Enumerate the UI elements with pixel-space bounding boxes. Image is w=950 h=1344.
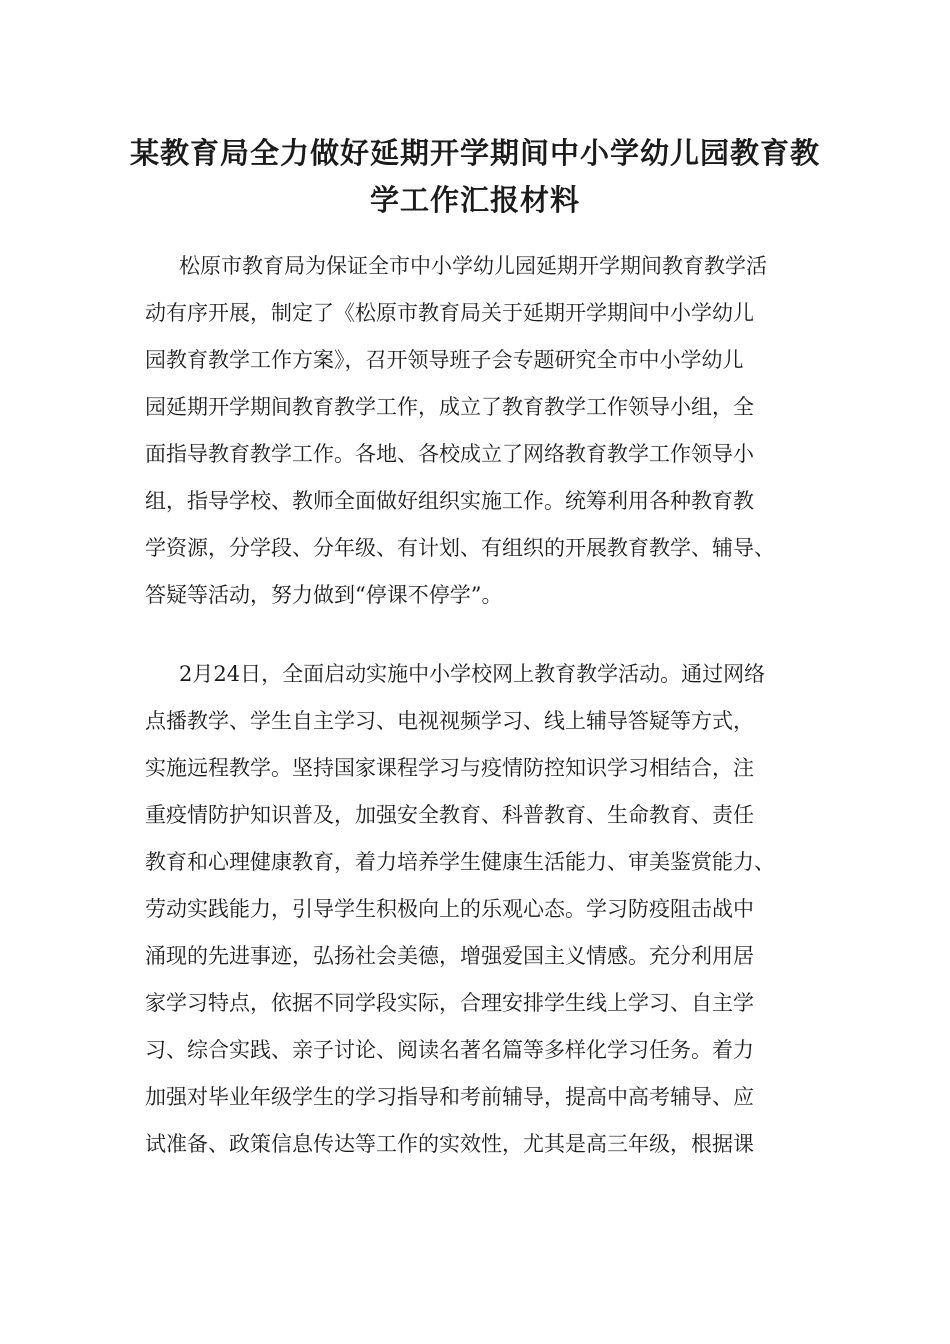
paragraph-line: 加强对毕业年级学生的学习指导和考前辅导，提高中高考辅导、应 [145,1085,754,1109]
paragraph-line: 习、综合实践、亲子讨论、阅读名著名篇等多样化学习任务。着力 [145,1038,754,1062]
paragraph-line: 松原市教育局为保证全市中小学幼儿园延期开学期间教育教学活 [179,254,767,278]
paragraph-2 [145,651,810,1168]
paragraph-line: 答疑等活动，努力做到“停课不停学”。 [145,583,503,607]
paragraph-line: 教育和心理健康教育，着力培养学生健康生活能力、审美鉴赏能力、 [145,850,775,874]
paragraph-1 [145,243,810,619]
title-line: 学工作汇报材料 [369,183,580,217]
paragraph-line: 劳动实践能力，引导学生积极向上的乐观心态。学习防疫阻击战中 [145,897,754,921]
paragraph-line: 学资源，分学段、分年级、有计划、有组织的开展教育教学、辅导、 [145,536,775,560]
paragraph-line: 2月24日，全面启动实施中小学校网上教育教学活动。通过网络 [179,662,766,686]
paragraph-line: 重疫情防护知识普及，加强安全教育、科普教育、生命教育、责任 [145,803,754,827]
paragraph-line: 实施远程教学。坚持国家课程学习与疫情防控知识学习相结合，注 [145,756,754,780]
document-title [130,130,820,224]
paragraph-line: 园教育教学工作方案》，召开领导班子会专题研究全市中小学幼儿 [145,348,744,372]
paragraph-line: 园延期开学期间教育教学工作，成立了教育教学工作领导小组，全 [145,395,754,419]
paragraph-line: 涌现的先进事迹，弘扬社会美德，增强爱国主义情感。充分利用居 [145,944,754,968]
paragraph-line: 动有序开展，制定了《松原市教育局关于延期开学期间中小学幼儿 [145,301,754,325]
paragraph-line: 点播教学、学生自主学习、电视视频学习、线上辅导答疑等方式， [145,709,754,733]
paragraph-line: 家学习特点，依据不同学段实际，合理安排学生线上学习、自主学 [145,991,754,1015]
paragraph-line: 面指导教育教学工作。各地、各校成立了网络教育教学工作领导小 [145,442,754,466]
paragraph-line: 试准备、政策信息传达等工作的实效性，尤其是高三年级，根据课 [145,1132,754,1156]
title-line: 某教育局全力做好延期开学期间中小学幼儿园教育教 [130,136,821,170]
paragraph-line: 组，指导学校、教师全面做好组织实施工作。统筹利用各种教育教 [145,489,754,513]
